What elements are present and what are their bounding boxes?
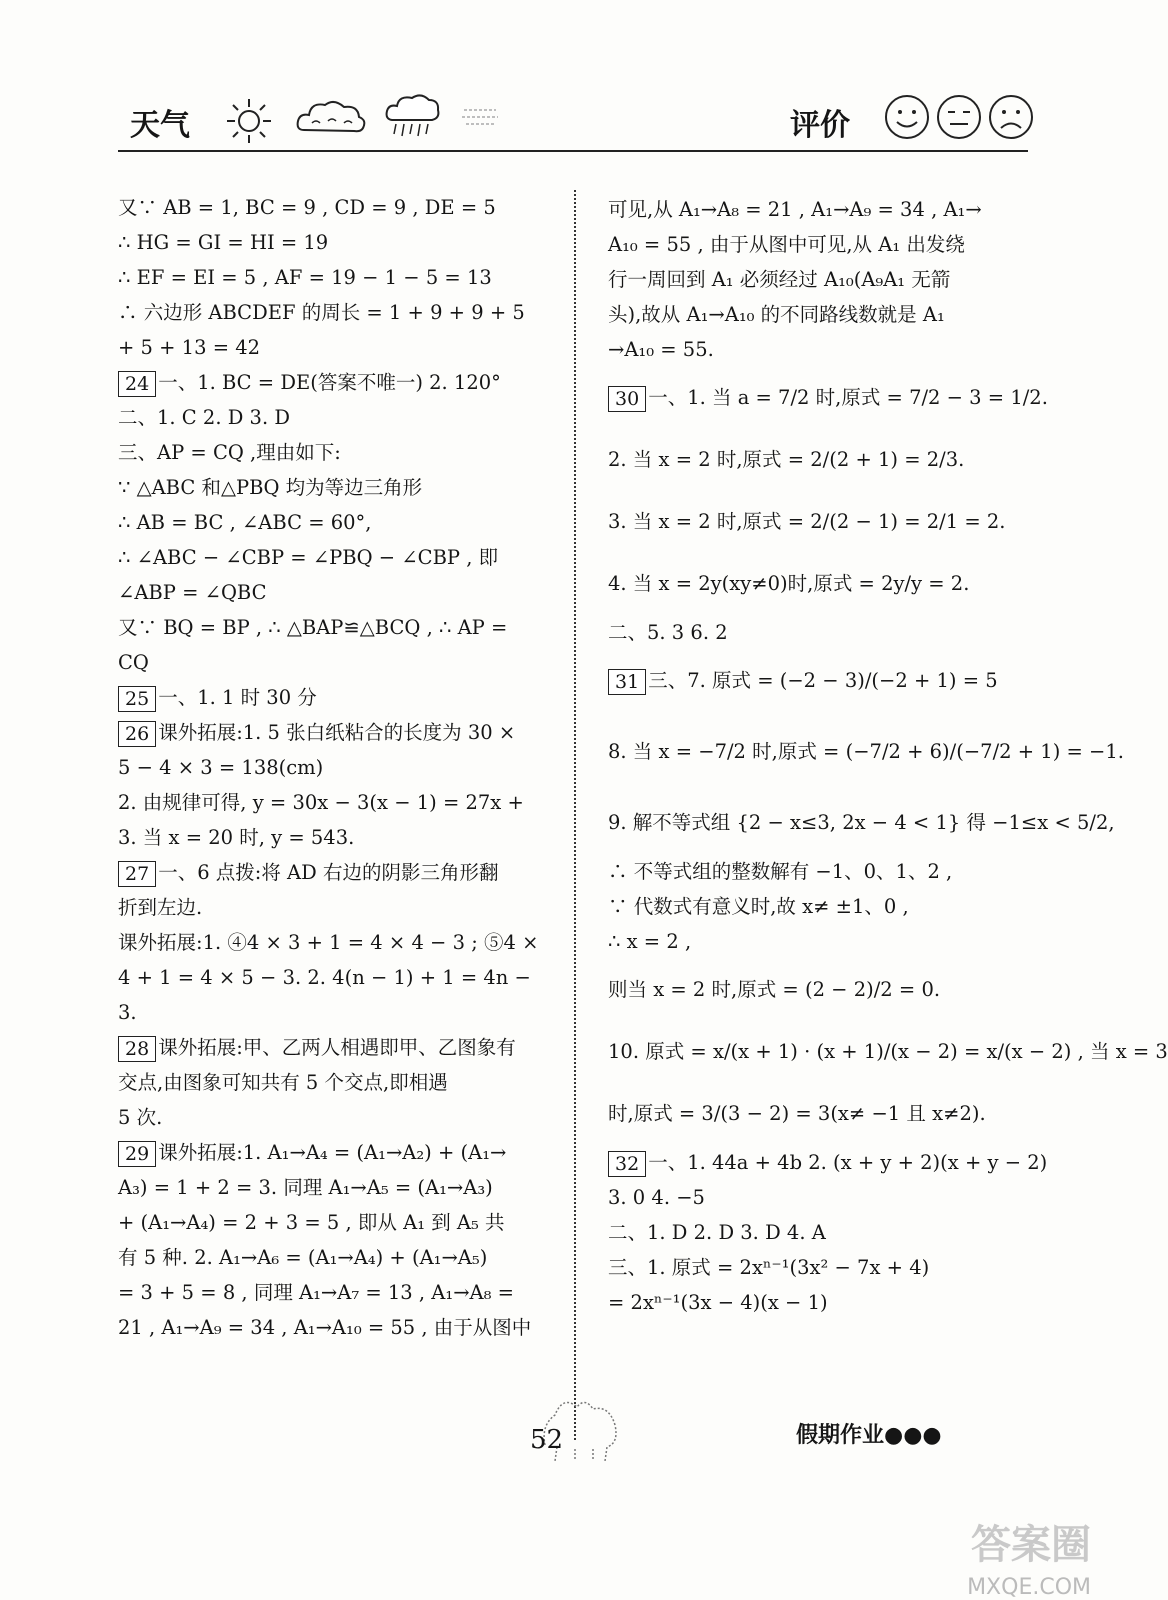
answer-line [118,330,558,365]
answer-text: 一、6 点拨:将 AD 右边的阴影三角形翻 [158,861,499,884]
answer-line [118,855,558,890]
answer-text: 二、5. 3 6. 2 [608,621,728,644]
answer-text: ∴ AB = BC , ∠ABC = 60°, [118,511,372,534]
answer-text: 21 , A₁→A₉ = 34 , A₁→A₁₀ = 55 , 由于从图中 [118,1316,532,1339]
answer-line [118,610,558,645]
smile-face-icon [883,93,931,141]
answer-text: 二、1. D 2. D 3. D 4. A [608,1221,826,1244]
column-divider [574,190,576,1440]
answer-line [608,712,1124,792]
question-number-box: 30 [608,386,646,412]
rain-cloud-icon [384,92,440,140]
answer-text: + (A₁→A₄) = 2 + 3 = 5 , 即从 A₁ 到 A₅ 共 [118,1211,505,1234]
answer-text: 可见,从 A₁→A₈ = 21 , A₁→A₉ = 34 , A₁→ [608,198,982,221]
answer-text: ∵ 代数式有意义时,故 x≠ ±1、0 , [608,895,909,918]
rating-label: 评价 [790,108,850,143]
answer-line [608,1180,1048,1215]
answer-line [118,225,558,260]
answer-text: 3. [118,1001,137,1024]
answer-line [608,924,1048,959]
answer-text: 课外拓展:1. ④4 × 3 + 1 = 4 × 4 − 3 ; ⑤4 × [118,931,539,954]
answer-text: 有 5 种. 2. A₁→A₆ = (A₁→A₄) + (A₁→A₅) [118,1246,488,1269]
answer-line [118,785,558,820]
answer-text: 2. 由规律可得, y = 30x − 3(x − 1) = 27x + [118,791,524,814]
watermark-url: MXQE.COM [967,1575,1091,1600]
answer-text: + 5 + 13 = 42 [118,336,261,359]
answer-text: 8. 当 x = −7/2 时,原式 = (−7/2 + 6)/(−7/2 + 1) = −1. [608,740,1124,763]
answer-line [608,227,1048,262]
answer-text: ∴ 六边形 ABCDEF 的周长 = 1 + 9 + 9 + 5 [118,301,525,324]
answer-text: ∵ △ABC 和△PBQ 均为等边三角形 [118,476,423,499]
answer-line [608,792,1115,854]
answer-text: = 2xⁿ⁻¹(3x − 4)(x − 1) [608,1291,828,1314]
answer-text: ∴ ∠ABC − ∠CBP = ∠PBQ − ∠CBP , 即 [118,546,499,569]
answer-line [118,645,558,680]
answer-text: 折到左边. [118,896,203,919]
answer-text: 三、7. 原式 = (−2 − 3)/(−2 + 1) = 5 [648,669,998,692]
answer-line [608,889,1048,924]
answer-line [118,260,558,295]
question-number-box: 31 [608,669,646,695]
answer-line [608,1083,1048,1145]
answer-text: 课外拓展:1. 5 张白纸粘合的长度为 30 × [158,721,516,744]
answer-line [118,1310,558,1345]
answer-line [118,995,558,1030]
question-number-box: 29 [118,1141,156,1167]
question-number-box: 26 [118,721,156,747]
answer-text: 一、1. 1 时 30 分 [158,686,317,709]
answer-line [118,435,558,470]
answer-text: 头),故从 A₁→A₁₀ 的不同路线数就是 A₁ [608,303,945,326]
watermark-logo: 答案圈 [971,1522,1091,1568]
answer-line [118,820,558,855]
answer-line [118,1030,558,1065]
question-number-box: 28 [118,1036,156,1062]
neutral-face-icon [935,93,983,141]
weather-label: 天气 [130,108,190,143]
answer-line [608,262,1048,297]
answer-text: 课外拓展:甲、乙两人相遇即甲、乙图象有 [158,1036,516,1059]
answer-text: ∴ x = 2 , [608,930,692,953]
answer-line [608,1021,1168,1083]
answer-line [118,365,558,400]
answer-line [608,429,1048,491]
answer-line [118,190,558,225]
answer-text: 一、1. 44a + 4b 2. (x + y + 2)(x + y − 2) [648,1151,1048,1174]
answer-line [608,1250,1048,1285]
answer-text: ∠ABP = ∠QBC [118,581,267,604]
answer-line [118,1275,558,1310]
right-column [608,192,1168,1320]
answer-line [608,491,1048,553]
answer-text: A₃) = 1 + 2 = 3. 同理 A₁→A₅ = (A₁→A₃) [118,1176,493,1199]
question-number-box: 32 [608,1151,646,1177]
answer-line [608,959,1048,1021]
answer-text: 一、1. 当 a = 7/2 时,原式 = 7/2 − 3 = 1/2. [648,386,1048,409]
answer-text: 3. 当 x = 2 时,原式 = 2/(2 − 1) = 2/1 = 2. [608,510,1006,533]
answer-line [608,553,1048,615]
answer-line [118,470,558,505]
answer-text: ∴ EF = EI = 5 , AF = 19 − 1 − 5 = 13 [118,266,492,289]
answer-text: 2. 当 x = 2 时,原式 = 2/(2 + 1) = 2/3. [608,448,965,471]
answer-text: 二、1. C 2. D 3. D [118,406,290,429]
answer-text: 则当 x = 2 时,原式 = (2 − 2)/2 = 0. [608,978,941,1001]
answer-line [118,575,558,610]
answer-text: ∴ 不等式组的整数解有 −1、0、1、2 , [608,860,953,883]
question-number-box: 27 [118,861,156,887]
answer-line [608,192,1048,227]
answer-line [118,1065,558,1100]
answer-line [608,615,1048,650]
answer-line [118,1205,558,1240]
answer-text: 5 次. [118,1106,163,1129]
answer-text: 行一周回到 A₁ 必须经过 A₁₀(A₉A₁ 无箭 [608,268,951,291]
answer-line [118,1240,558,1275]
answer-line [118,295,558,330]
sun-icon [224,96,274,146]
answer-line [118,890,558,925]
answer-text: 又∵ BQ = BP , ∴ △BAP≌△BCQ , ∴ AP = [118,616,508,639]
answer-text: 交点,由图象可知共有 5 个交点,即相遇 [118,1071,448,1094]
answer-line [118,400,558,435]
answer-line [118,680,558,715]
answer-line [118,540,558,575]
answer-text: 4 + 1 = 4 × 5 − 3. 2. 4(n − 1) + 1 = 4n − [118,966,531,989]
answer-text: 9. 解不等式组 {2 − x≤3, 2x − 4 < 1} 得 −1≤x < 5/2, [608,811,1115,834]
answer-line [118,750,558,785]
answer-line [118,505,558,540]
answer-line [118,925,558,960]
answer-text: CQ [118,651,149,674]
answer-text: = 3 + 5 = 8 , 同理 A₁→A₇ = 13 , A₁→A₈ = [118,1281,514,1304]
answer-text: 课外拓展:1. A₁→A₄ = (A₁→A₂) + (A₁→ [158,1141,507,1164]
answer-text: 3. 当 x = 20 时, y = 543. [118,826,355,849]
answer-line [118,1135,558,1170]
left-column [118,190,558,1345]
answer-line [608,297,1048,332]
answer-line [608,332,1048,367]
answer-text: A₁₀ = 55 , 由于从图中可见,从 A₁ 出发绕 [608,233,965,256]
answer-line [608,367,1048,429]
question-number-box: 24 [118,371,156,397]
answer-text: 又∵ AB = 1, BC = 9 , CD = 9 , DE = 5 [118,196,496,219]
sad-face-icon [987,93,1035,141]
answer-text: 5 − 4 × 3 = 138(cm) [118,756,324,779]
answer-text: 三、1. 原式 = 2xⁿ⁻¹(3x² − 7x + 4) [608,1256,930,1279]
cloud-icon [294,96,368,138]
page-number: 52 [530,1425,564,1455]
answer-line [608,1145,1048,1180]
answer-line [608,650,1048,712]
answer-text: →A₁₀ = 55. [608,338,714,361]
question-number-box: 25 [118,686,156,712]
answer-line [118,1100,558,1135]
answer-text: 时,原式 = 3/(3 − 2) = 3(x≠ −1 且 x≠2). [608,1102,986,1125]
answer-text: 10. 原式 = x/(x + 1) · (x + 1)/(x − 2) = x/(x − 2) , 当 x = 3 [608,1040,1168,1063]
answer-line [608,1215,1048,1250]
answer-text: ∴ HG = GI = HI = 19 [118,231,329,254]
answer-text: 三、AP = CQ ,理由如下: [118,441,341,464]
answer-text: 4. 当 x = 2y(xy≠0)时,原式 = 2y/y = 2. [608,572,970,595]
answer-text: 3. 0 4. −5 [608,1186,705,1209]
answer-text: 一、1. BC = DE(答案不唯一) 2. 120° [158,371,501,394]
fog-icon [460,104,500,132]
answer-line [118,715,558,750]
answer-line [608,854,1048,889]
answer-line [118,1170,558,1205]
answer-line [118,960,558,995]
header-rule [118,150,1028,152]
series-label: 假期作业●●● [796,1422,942,1448]
answer-line [608,1285,1048,1320]
